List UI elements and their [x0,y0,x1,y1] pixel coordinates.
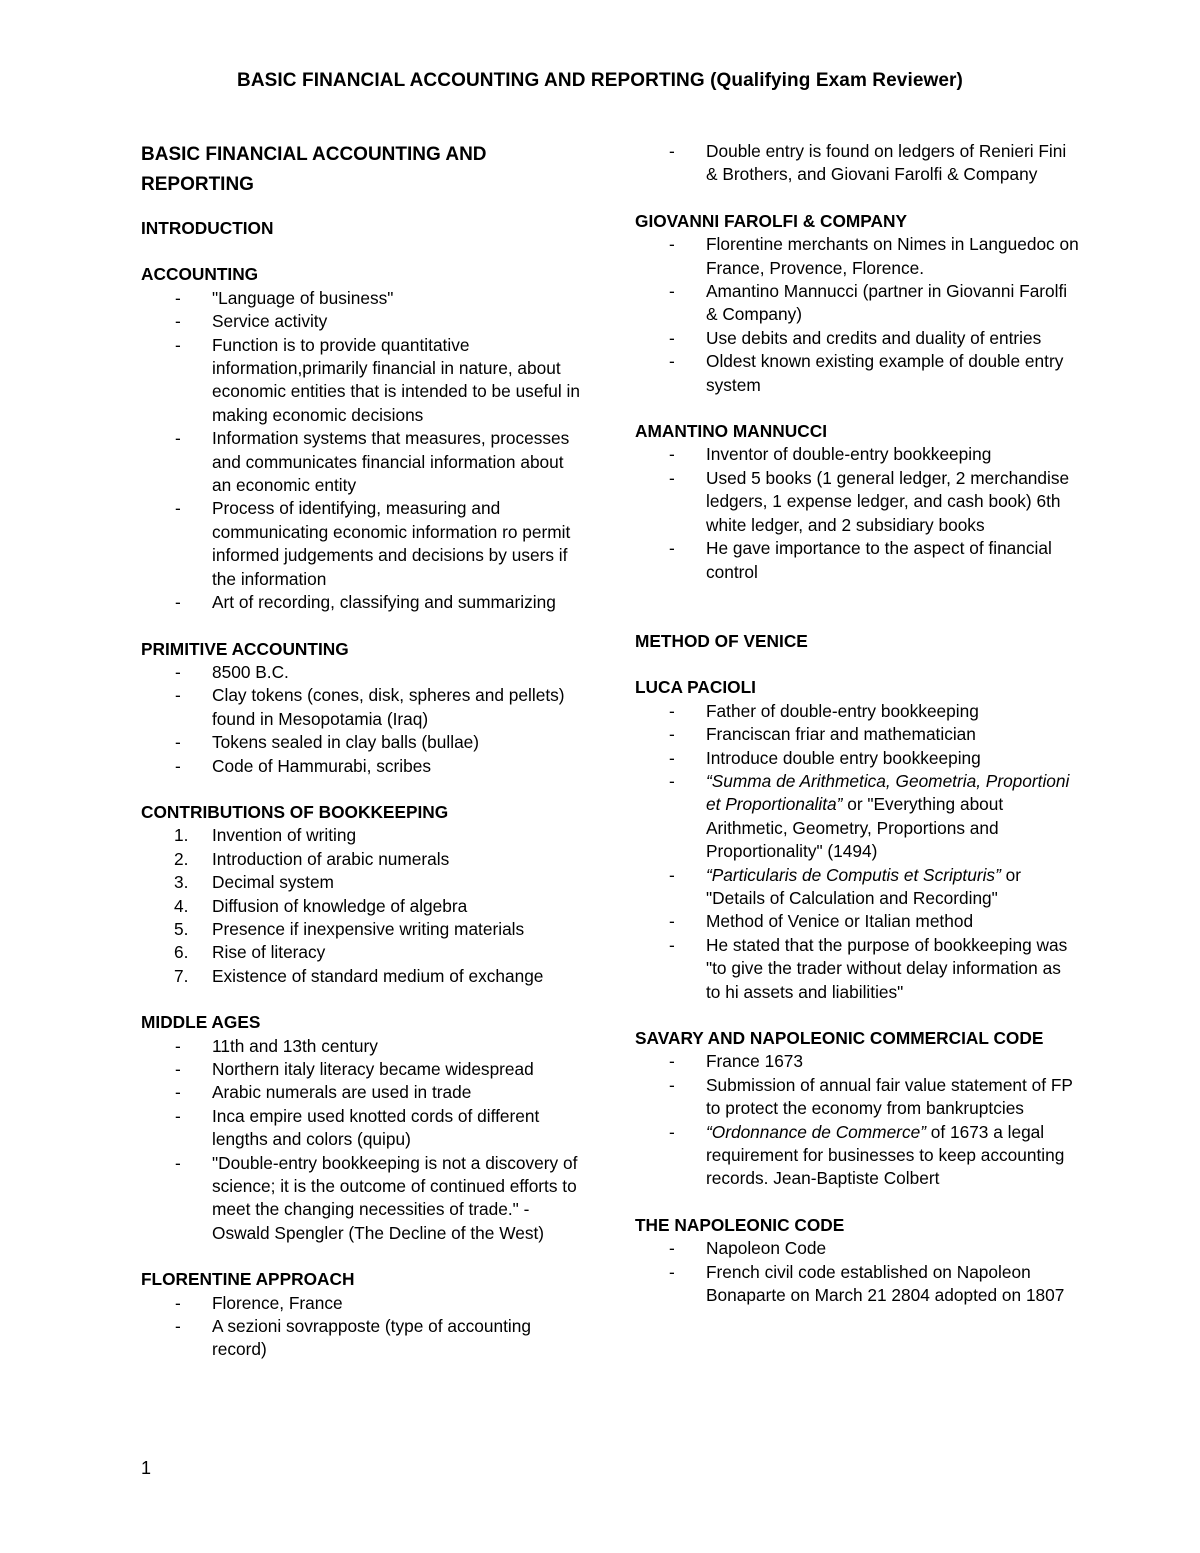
florentine-continued-list [635,140,1080,187]
list-item: - Used 5 books (1 general ledger, 2 merchandise ledgers, 1 expense ledger, and cash book) 6th white ledger, and 2 subsidiary books [669,467,1070,535]
list-item: - 8500 B.C. [141,661,581,684]
dash-marker: - [175,1105,181,1126]
document-header: BASIC FINANCIAL ACCOUNTING AND REPORTING (Qualifying Exam Reviewer) [237,70,963,91]
dash-marker: - [669,864,675,885]
list-item: - Franciscan friar and mathematician [635,723,1080,746]
dash-marker: - [669,724,675,745]
dash-marker: - [175,428,181,449]
farolfi-heading: GIOVANNI FAROLFI & COMPANY [635,210,908,231]
dash-marker: - [175,1316,181,1337]
number-marker: 6. [174,942,189,963]
particularis-title: “Particularis de Computis et Scripturis” [706,864,1001,885]
pacioli-heading: LUCA PACIOLI [635,677,756,698]
napoleonic-heading: THE NAPOLEONIC CODE [635,1214,845,1235]
florentine-continued [635,140,1080,187]
list-item: - Inventor of double-entry bookkeeping [635,443,1080,466]
farolfi-section [635,210,1080,397]
mannucci-heading: AMANTINO MANNUCCI [635,421,827,442]
dash-marker: - [175,661,181,682]
dash-marker: - [175,1082,181,1103]
list-item: 6. Rise of literacy [141,941,581,964]
list-item: 2. Introduction of arabic numerals [141,848,581,871]
accounting-section [141,263,581,614]
dash-marker: - [669,351,675,372]
summa-title: “Summa de Arithmetica, Geometria, Proportioni et Proportionalita” [706,770,1070,815]
list-item: - Clay tokens (cones, disk, spheres and pellets) found in Mesopotamia (Iraq) [175,685,565,729]
document-title: BASIC FINANCIAL ACCOUNTING AND REPORTING [141,144,487,195]
middle-ages-heading: MIDDLE AGES [141,1012,261,1033]
contributions-section [141,801,581,988]
dash-marker: - [669,934,675,955]
middle-ages-section [141,1011,581,1245]
number-marker: 4. [174,895,189,916]
dash-marker: - [669,234,675,255]
introduction-heading: INTRODUCTION [141,218,274,238]
list-item: 7. Existence of standard medium of exchange [141,965,581,988]
number-marker: 3. [174,872,189,893]
accounting-heading: ACCOUNTING [141,264,259,285]
list-item: - Code of Hammurabi, scribes [141,755,581,778]
list-item: - Double entry is found on ledgers of Renieri Fini & Brothers, and Giovani Farolfi & Company [669,141,1067,185]
list-item: - “Ordonnance de Commerce” of 1673 a legal requirement for businesses to keep accounting records. Jean-Baptiste Colbert [669,1121,1065,1189]
left-column [141,140,581,1362]
napoleonic-list [635,1237,1080,1307]
contributions-heading: CONTRIBUTIONS OF BOOKKEEPING [141,801,449,822]
list-item: - Amantino Mannucci (partner in Giovanni Farolfi & Company) [669,281,1068,325]
number-marker: 2. [174,848,189,869]
list-item: - Arabic numerals are used in trade [141,1081,581,1104]
list-item: 1. Invention of writing [141,824,581,847]
primitive-accounting-heading: PRIMITIVE ACCOUNTING [141,638,349,659]
list-item: - "Double-entry bookkeeping is not a discovery of science; it is the outcome of continued efforts to meet the changing necessities of trade." - Oswald Spengler (The Decline of the West) [175,1152,578,1243]
primitive-accounting-list [141,661,581,778]
florentine-list [141,1292,581,1362]
list-item: - He stated that the purpose of bookkeeping was "to give the trader without delay information as to hi assets and liabilities" [669,934,1068,1002]
accounting-list [141,287,581,615]
list-item: - Father of double-entry bookkeeping [635,700,1080,723]
dash-marker: - [669,1261,675,1282]
list-item: - Tokens sealed in clay balls (bullae) [141,731,581,754]
spacer [635,607,1080,630]
dash-marker: - [669,911,675,932]
list-item: - Oldest known existing example of double entry system [669,351,1064,395]
florentine-section [141,1268,581,1362]
list-item: - A sezioni sovrapposte (type of accounting record) [175,1316,531,1360]
dash-marker: - [669,1074,675,1095]
list-item: - Northern italy literacy became widespread [141,1058,581,1081]
number-marker: 7. [174,965,189,986]
dash-marker: - [175,592,181,613]
list-item: - Method of Venice or Italian method [635,910,1080,933]
dash-marker: - [669,770,675,791]
mannucci-list [635,443,1080,583]
dash-marker: - [175,732,181,753]
napoleonic-section [635,1214,1080,1308]
number-marker: 1. [174,825,189,846]
dash-marker: - [175,334,181,355]
dash-marker: - [175,1035,181,1056]
list-item: - Inca empire used knotted cords of different lengths and colors (quipu) [175,1105,540,1150]
dash-marker: - [669,467,675,488]
dash-marker: - [669,141,675,161]
dash-marker: - [175,755,181,776]
page-number: 1 [141,1458,152,1478]
list-item: 3. Decimal system [141,871,581,894]
list-item: - “Summa de Arithmetica, Geometria, Proportioni et Proportionalita” or "Everything about Arithmetic, Geometry, Proportions and Proportionality" (1494) [669,770,1070,862]
list-item: - Art of recording, classifying and summarizing [141,591,581,614]
list-item: - French civil code established on Napoleon Bonaparte on March 21 2804 adopted on 1807 [669,1261,1065,1306]
mannucci-section [635,420,1080,584]
dash-marker: - [175,311,181,332]
dash-marker: - [175,1152,181,1173]
list-item: - Napoleon Code [635,1237,1080,1260]
dash-marker: - [669,444,675,465]
florentine-heading: FLORENTINE APPROACH [141,1269,355,1290]
contributions-list [141,824,581,988]
list-item: - Introduce double entry bookkeeping [635,747,1080,770]
middle-ages-list [141,1035,581,1246]
dash-marker: - [669,1238,675,1259]
dash-marker: - [669,327,675,348]
primitive-accounting-section [141,638,581,778]
savary-section [635,1027,1080,1191]
savary-heading: SAVARY AND NAPOLEONIC COMMERCIAL CODE [635,1028,1044,1048]
list-item: - He gave importance to the aspect of financial control [669,538,1052,582]
farolfi-list [635,233,1080,397]
list-item: - Function is to provide quantitative information,primarily financial in nature, about economic entities that is intended to be useful in making economic decisions [175,334,580,425]
list-item: - France 1673 [635,1050,1080,1073]
list-item: - Service activity [141,310,581,333]
ordonnance-title: “Ordonnance de Commerce” [706,1121,926,1142]
method-of-venice-heading: METHOD OF VENICE [635,630,808,651]
list-item: - Use debits and credits and duality of entries [635,327,1080,350]
dash-marker: - [175,1292,181,1313]
list-item: - 11th and 13th century [141,1035,581,1058]
right-column [635,140,1080,1307]
list-item: - Submission of annual fair value statement of FP to protect the economy from bankruptcies [669,1074,1073,1119]
dash-marker: - [669,1051,675,1072]
list-item: - Florence, France [141,1292,581,1315]
list-item: - Process of identifying, measuring and communicating economic information ro permit informed judgements and decisions by users if the information [175,498,571,589]
list-item: - Florentine merchants on Nimes in Languedoc on France, Provence, Florence. [669,234,1079,278]
list-item: - "Language of business" [141,287,581,310]
dash-marker: - [175,498,181,519]
list-item: - “Particularis de Computis et Scripturis” or "Details of Calculation and Recording" [669,864,1021,908]
dash-marker: - [669,747,675,768]
dash-marker: - [669,700,675,721]
list-item: 5. Presence if inexpensive writing materials [141,918,581,941]
dash-marker: - [669,281,675,302]
pacioli-section [635,676,1080,1004]
dash-marker: - [175,287,181,308]
list-item: - Information systems that measures, processes and communicates financial information about an economic entity [175,428,570,496]
list-item: 4. Diffusion of knowledge of algebra [141,895,581,918]
dash-marker: - [175,685,181,706]
savary-list [635,1050,1080,1190]
dash-marker: - [669,538,675,559]
dash-marker: - [175,1059,181,1079]
dash-marker: - [669,1121,675,1142]
number-marker: 5. [174,918,189,939]
pacioli-list [635,700,1080,1004]
